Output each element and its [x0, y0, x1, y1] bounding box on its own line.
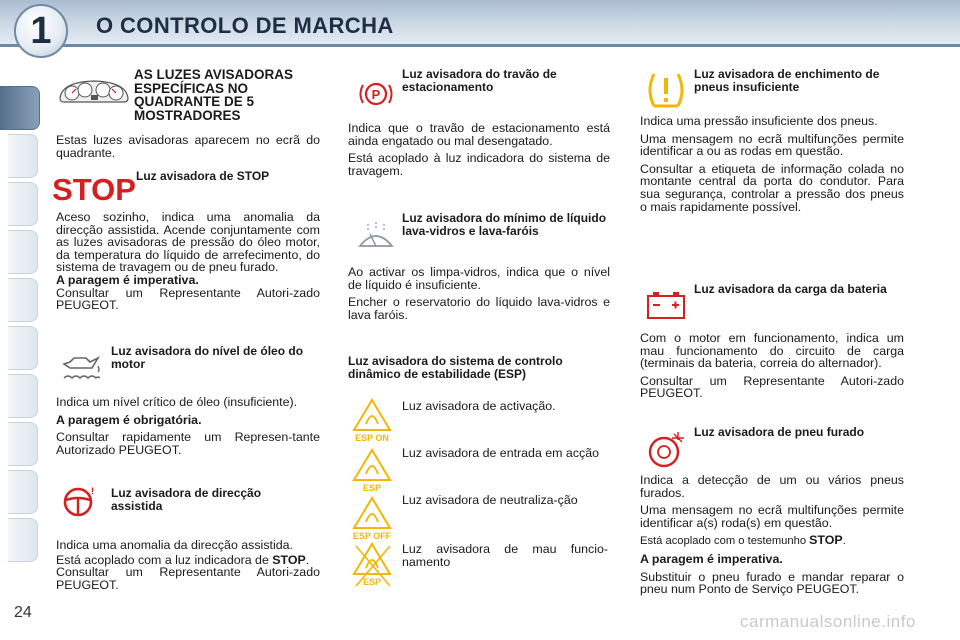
washer-title: Luz avisadora do mínimo de líquido lava-vidros e lava-faróis [402, 211, 607, 238]
chapter-tab[interactable] [8, 518, 38, 562]
stop-block [56, 211, 320, 317]
washer-text: Ao activar os limpa-vidros, indica que o nível de líquido é insuficiente. [348, 265, 610, 292]
puncture-text-4: Substituir o pneu furado e mandar reparar o pneu num Ponto de Serviço PEUGEOT. [640, 569, 904, 597]
esp-on-icon [350, 396, 394, 444]
svg-text:ESP: ESP [362, 483, 382, 493]
steering-title: Luz avisadora de direcção assistida [111, 486, 262, 513]
chapter-tab[interactable] [8, 230, 38, 274]
tyre-pressure-title: Luz avisadora de enchimento de pneus insuficiente [694, 67, 880, 94]
chapter-tab[interactable] [8, 374, 38, 418]
oil-text: Indica um nível crítico de óleo (insuficiente). [56, 395, 298, 409]
chapter-tab[interactable] [8, 278, 38, 322]
oil-block [56, 396, 320, 461]
esp-on-label: Luz avisadora de activação. [402, 399, 556, 413]
chapter-number-badge: 1 [14, 4, 68, 58]
battery-block [640, 332, 904, 405]
chapter-tab[interactable] [8, 134, 38, 178]
steering-text-2: Está acoplado com a luz indicadora de STOP. [56, 552, 310, 567]
oil-title: Luz avisadora do nível de óleo do motor [111, 344, 304, 371]
chapter-tab[interactable] [8, 422, 38, 466]
washer-text-2: Encher o reservatorio do líquido lava-vidros e lava faróis. [348, 295, 610, 322]
battery-title: Luz avisadora da carga da bateria [694, 282, 887, 296]
svg-text:ESP OFF: ESP OFF [352, 531, 392, 541]
parking-text-2: Está acoplado à luz indicadora do sistema de travagem. [348, 151, 610, 178]
intro-block [56, 134, 320, 164]
stop-text-2: Consultar um Representante Autori-zado PEUGEOT. [56, 285, 320, 313]
chapter-tab[interactable] [8, 326, 38, 370]
esp-active-label: Luz avisadora de entrada em acção [402, 446, 599, 460]
puncture-icon [644, 430, 688, 470]
parking-brake-icon [356, 80, 396, 108]
chapter-tab-active[interactable] [0, 86, 40, 130]
puncture-bold: A paragem é imperativa. [640, 551, 783, 566]
chapter-tab[interactable] [8, 182, 38, 226]
column-right [640, 0, 904, 640]
instrument-panel-icon [58, 78, 130, 104]
stop-text: Aceso sozinho, indica uma anomalia da direcção assistida. Acende conjuntamente com as luzes avisadoras de pressão do óleo motor, da temperatura do líquido de arrefecimento, do sistema de travagem ou de pneu furado. [56, 210, 320, 275]
svg-text:ESP ON: ESP ON [355, 433, 389, 443]
page-title: O CONTROLO DE MARCHA [96, 13, 394, 38]
oil-bold: A paragem é obrigatória. [56, 412, 202, 427]
power-steering-icon [58, 484, 98, 520]
esp-active-icon [350, 446, 394, 494]
parking-block [348, 122, 610, 182]
steering-text-3: Consultar um Representante Autori-zado PEUGEOT. [56, 565, 320, 592]
intro-text: Estas luzes avisadoras aparecem no ecrã do quadrante. [56, 133, 320, 160]
tyre-pressure-text-2: Uma mensagem no ecrã multifunções permite identificar a ou as rodas em questão. [640, 131, 904, 159]
esp-fault-label: Luz avisadora de mau funcio-namento [402, 542, 608, 569]
oil-text-2: Consultar rapidamente um Represen-tante Autorizado PEUGEOT. [56, 430, 320, 457]
washer-block [348, 266, 610, 326]
stop-icon-text: STOP [52, 172, 136, 207]
stop-title: Luz avisadora de STOP [136, 169, 270, 183]
tyre-pressure-icon [644, 70, 688, 110]
washer-fluid-icon [356, 222, 396, 252]
puncture-text-3: Está acoplado com o testemunho STOP. [640, 533, 846, 548]
esp-off-icon [350, 494, 394, 542]
chapter-tabs [0, 62, 40, 582]
parking-title: Luz avisadora do travão de estacionamento [402, 67, 557, 94]
svg-text:!: ! [91, 486, 94, 496]
puncture-text-2: Uma mensagem no ecrã multifunções permite identificar a(s) roda(s) em questão. [640, 503, 904, 530]
steering-text: Indica uma anomalia da direcção assistida. [56, 538, 293, 552]
esp-fault-icon [350, 540, 394, 590]
watermark: carmanualsonline.info [740, 612, 916, 631]
chapter-tab[interactable] [8, 470, 38, 514]
battery-text-2: Consultar um Representante Autori-zado PEUGEOT. [640, 373, 904, 401]
tyre-pressure-text-3: Consultar a etiqueta de informação colada no montante central da porta do condutor. Para sua segurança, controlar a pressão dos pneus o mais rapidamente possível. [640, 161, 904, 214]
oil-level-icon [60, 352, 104, 384]
section-title-specific-warnings: AS LUZES AVISADORAS ESPECÍFICAS NO QUADRANTE DE 5 MOSTRADORES [134, 67, 294, 123]
column-left [52, 0, 320, 640]
tyre-pressure-block [640, 115, 904, 218]
battery-text: Com o motor em funcionamento, indica um mau funcionamento do circuito de carga (terminais da bateria, correia do alternador). [640, 331, 904, 371]
tyre-pressure-text: Indica uma pressão insuficiente dos pneus. [640, 114, 878, 128]
battery-icon [644, 290, 688, 320]
steering-block [56, 539, 320, 596]
stop-bold: A paragem é imperativa. [56, 272, 199, 287]
esp-title: Luz avisadora do sistema de controlo dinâmico de estabilidade (ESP) [348, 354, 563, 381]
svg-text:P: P [371, 87, 381, 102]
column-middle [348, 0, 610, 640]
puncture-block [640, 474, 904, 601]
parking-text: Indica que o travão de estacionamento está ainda engatado ou mal desengatado. [348, 121, 610, 148]
esp-off-label: Luz avisadora de neutraliza-ção [402, 493, 578, 507]
puncture-text: Indica a detecção de um ou vários pneus furados. [640, 473, 904, 500]
stop-warning-icon [52, 172, 136, 207]
puncture-title: Luz avisadora de pneu furado [694, 425, 865, 439]
page-number: 24 [14, 604, 32, 621]
svg-text:ESP: ESP [362, 577, 382, 587]
